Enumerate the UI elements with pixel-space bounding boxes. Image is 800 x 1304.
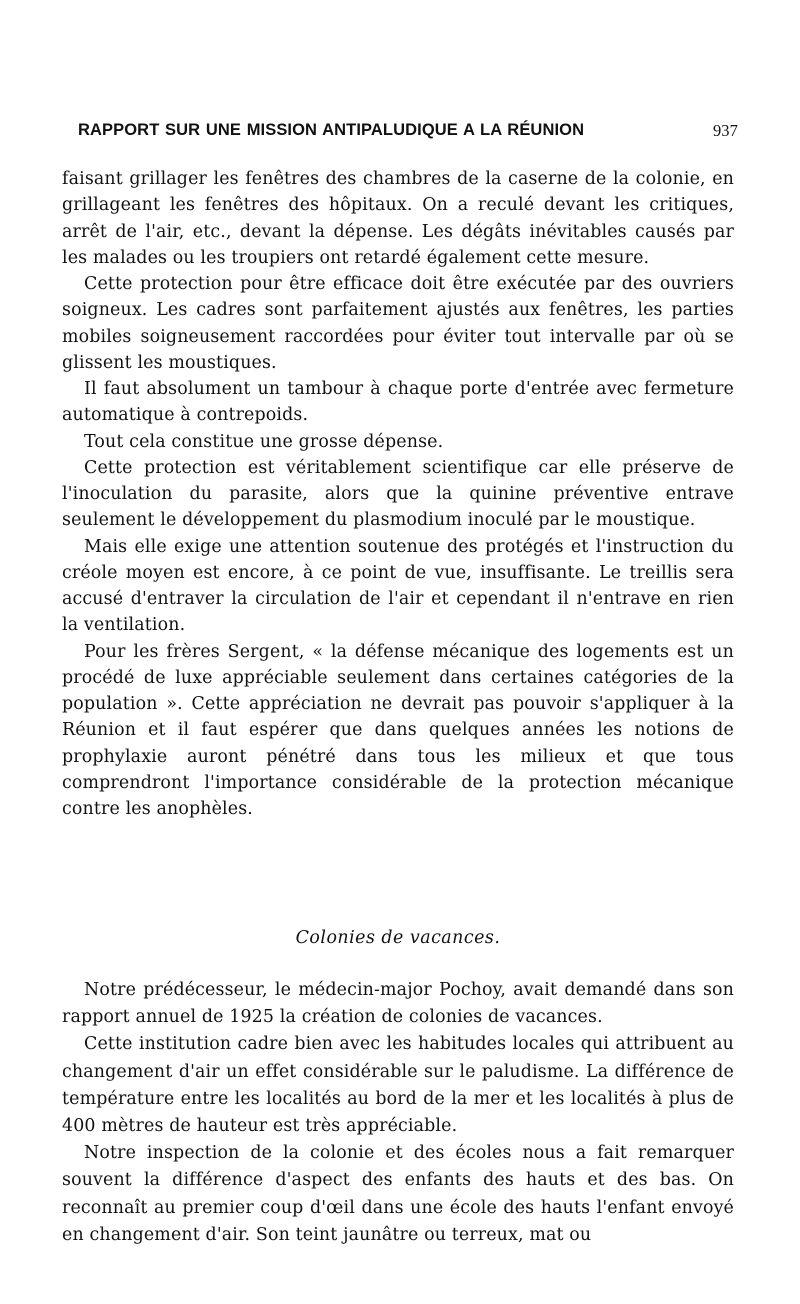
paragraph: Tout cela constitue une grosse dépense. — [84, 431, 444, 452]
paragraph: Cette institution cadre bien avec les habitudes locales qui attribuent au changement d'air un effet considérable sur le paludisme. La différence de température entre les localités au bord de la mer et les localités à plus de 400 mètres de hauteur est très appréciable. — [62, 1034, 734, 1137]
paragraph: Pour les frères Sergent, « la défense mécanique des logements est un procédé de luxe appréciable seulement dans certaines catégories de la population ». Cette appréciation ne devrait pas pouvoir s'appliquer à la Réunion et il faut espérer que dans quelques années les notions de prophylaxie auront pénétré dans tous les milieux et que tous comprendront l'importance considérable de la protection mécanique contre les anophèles. — [62, 641, 734, 819]
paragraph: Cette protection est véritablement scientifique car elle préserve de l'inoculation du parasite, alors que la quinine préventive entrave seulement le développement du plasmodium inoculé par le moustique. — [62, 457, 734, 531]
header-title: RAPPORT SUR UNE MISSION ANTIPALUDIQUE A LA RÉUNION — [78, 121, 585, 139]
paragraph: Notre prédécesseur, le médecin-major Pochoy, avait demandé dans son rapport annuel de 1925 la création de colonies de vacances. — [62, 980, 734, 1028]
section-title: Colonies de vacances. — [295, 928, 501, 948]
paragraph: Il faut absolument un tambour à chaque porte d'entrée avec fermeture automatique à contrepoids. — [62, 379, 734, 426]
paragraph: Cette protection pour être efficace doit être exécutée par des ouvriers soigneux. Les cadres sont parfaitement ajustés aux fenêtres, les parties mobiles soigneusement raccordées pour éviter tout intervalle par où se glissent les moustiques. — [62, 274, 734, 373]
body-text-top — [62, 166, 734, 822]
paragraph: Mais elle exige une attention soutenue des protégés et l'instruction du créole moyen est encore, à ce point de vue, insuffisante. Le treillis sera accusé d'entraver la circulation de l'air et cependant il n'entrave en rien la ventilation. — [62, 536, 734, 636]
page-number: 937 — [712, 121, 738, 140]
paragraph: Notre inspection de la colonie et des écoles nous a fait remarquer souvent la différence d'aspect des enfants des hauts et des bas. On reconnaît au premier coup d'œil dans une école des hauts l'enfant envoyé en changement d'air. Son teint jaunâtre ou terreux, mat ou — [62, 1143, 734, 1245]
paragraph: faisant grillager les fenêtres des chambres de la caserne de la colonie, en grillageant les fenêtres des hôpitaux. On a reculé devant les critiques, arrêt de l'air, etc., devant la dépense. Les dégâts inévitables causés par les malades ou les troupiers ont retardé également cette mesure. — [62, 169, 734, 268]
body-text-bottom — [62, 977, 734, 1249]
running-header — [78, 121, 738, 140]
